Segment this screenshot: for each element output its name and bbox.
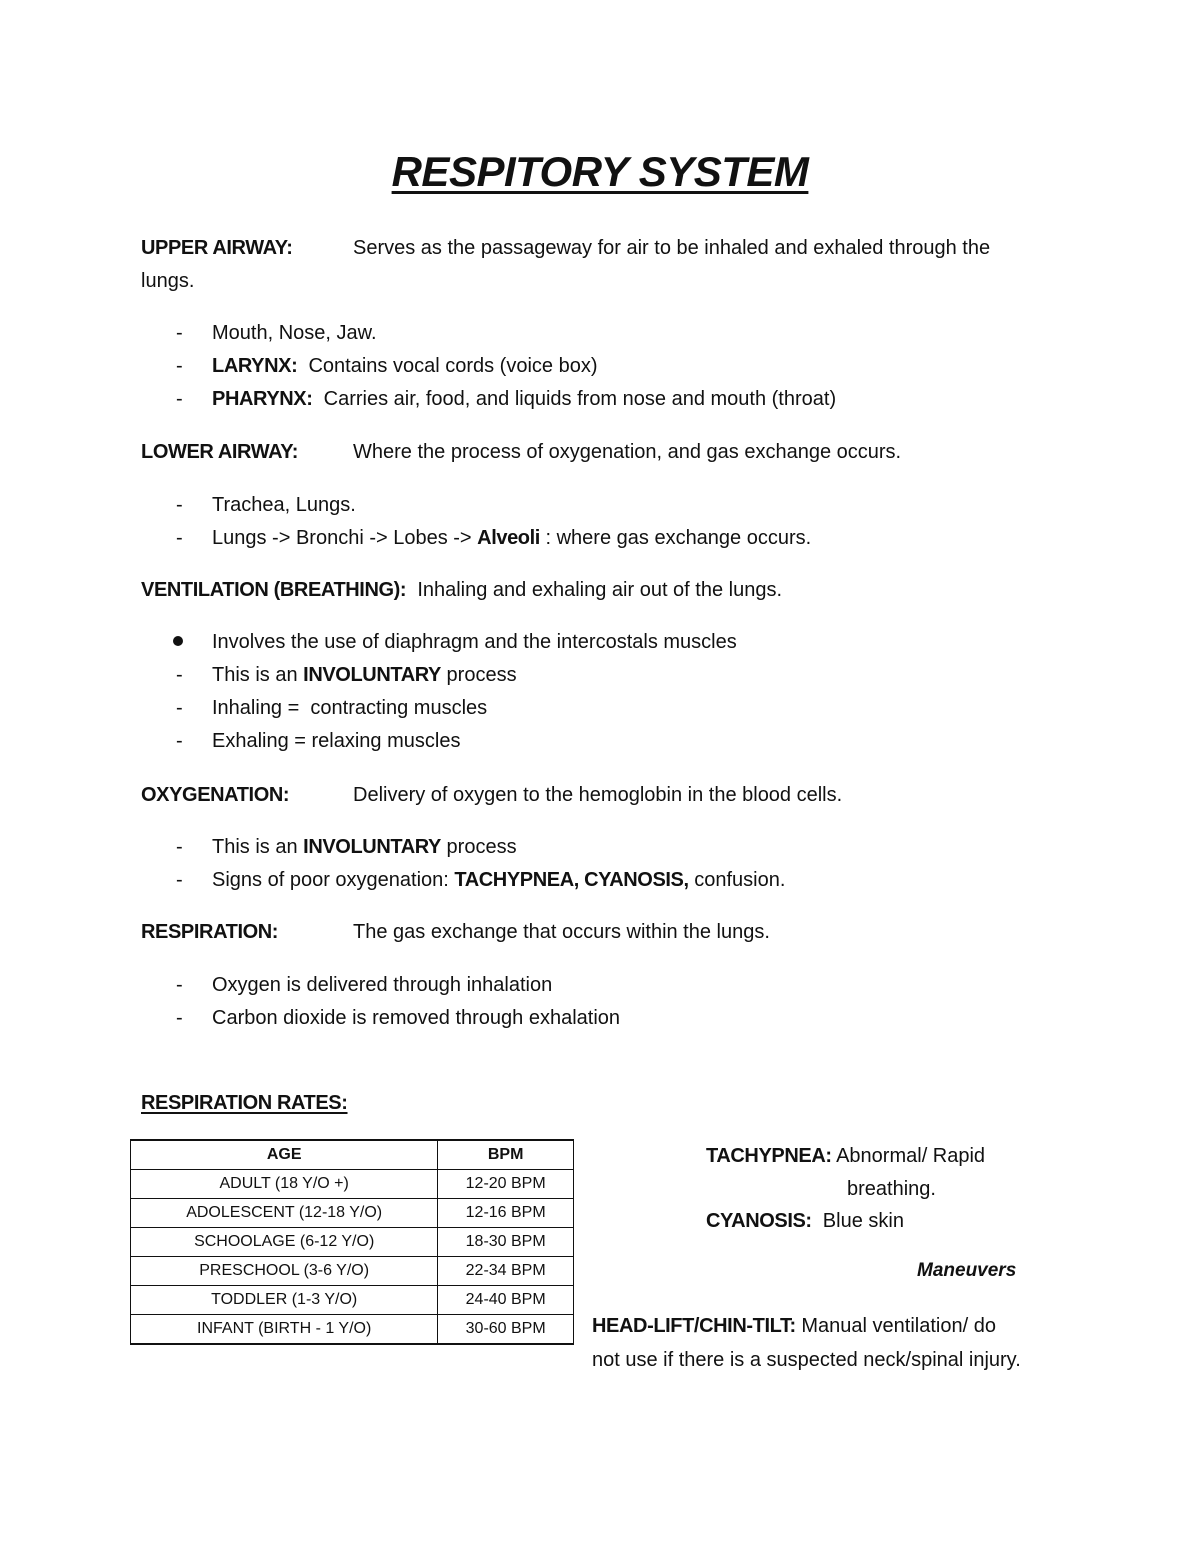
table-row <box>131 1228 574 1257</box>
column-header-bpm: BPM <box>438 1140 574 1170</box>
lower-airway-description: Where the process of oxygenation, and gas exchange occurs. <box>353 441 902 463</box>
list-item: - This is an INVOLUNTARY process <box>176 664 517 686</box>
bullet-icon <box>173 636 183 646</box>
list-item: - This is an INVOLUNTARY process <box>176 836 517 858</box>
column-header-age: AGE <box>131 1140 438 1170</box>
cyanosis-definition: CYANOSIS: Blue skin <box>706 1210 904 1232</box>
lower-airway-label: LOWER AIRWAY: <box>141 441 299 463</box>
maneuvers-heading: Maneuvers <box>917 1260 1017 1281</box>
ventilation-heading: VENTILATION (BREATHING): Inhaling and exhaling air out of the lungs. <box>141 579 783 601</box>
age-cell: SCHOOLAGE (6-12 Y/O) <box>131 1228 438 1257</box>
table-row <box>131 1286 574 1315</box>
respiration-rates-table <box>130 1139 574 1345</box>
list-item: - Exhaling = relaxing muscles <box>176 730 461 752</box>
oxygenation-label: OXYGENATION: <box>141 784 290 806</box>
bpm-cell: 24-40 BPM <box>438 1286 574 1315</box>
tachypnea-definition: TACHYPNEA: Abnormal/ Rapid <box>706 1145 986 1167</box>
head-lift-chin-tilt-definition: HEAD-LIFT/CHIN-TILT: Manual ventilation/ do <box>592 1315 996 1337</box>
bpm-cell: 12-16 BPM <box>438 1199 574 1228</box>
table-header-row <box>131 1140 574 1170</box>
tachypnea-definition-continued: breathing. <box>847 1178 936 1200</box>
age-cell: INFANT (BIRTH - 1 Y/O) <box>131 1315 438 1345</box>
page-title: RESPITORY SYSTEM <box>391 148 809 195</box>
oxygenation-description: Delivery of oxygen to the hemoglobin in the blood cells. <box>353 784 843 806</box>
age-cell: ADOLESCENT (12-18 Y/O) <box>131 1199 438 1228</box>
upper-airway-description-continued: lungs. <box>141 270 195 292</box>
list-item: - Trachea, Lungs. <box>176 494 356 516</box>
bpm-cell: 22-34 BPM <box>438 1257 574 1286</box>
list-item: - Lungs -> Bronchi -> Lobes -> Alveoli : where gas exchange occurs. <box>176 527 812 549</box>
list-item: - PHARYNX: Carries air, food, and liquids from nose and mouth (throat) <box>176 388 837 410</box>
age-cell: TODDLER (1-3 Y/O) <box>131 1286 438 1315</box>
upper-airway-label: UPPER AIRWAY: <box>141 237 293 259</box>
list-item: - Mouth, Nose, Jaw. <box>176 322 377 344</box>
list-item: Involves the use of diaphragm and the intercostals muscles <box>176 629 737 655</box>
list-item: - LARYNX: Contains vocal cords (voice box) <box>176 355 598 377</box>
table-row <box>131 1257 574 1286</box>
list-item: - Inhaling = contracting muscles <box>176 697 488 719</box>
respiration-description: The gas exchange that occurs within the lungs. <box>353 921 770 943</box>
bpm-cell: 12-20 BPM <box>438 1170 574 1199</box>
table-row <box>131 1315 574 1345</box>
respiration-rates-heading: RESPIRATION RATES: <box>141 1092 348 1114</box>
bpm-cell: 18-30 BPM <box>438 1228 574 1257</box>
bpm-cell: 30-60 BPM <box>438 1315 574 1345</box>
list-item: - Oxygen is delivered through inhalation <box>176 974 553 996</box>
age-cell: PRESCHOOL (3-6 Y/O) <box>131 1257 438 1286</box>
table-row <box>131 1199 574 1228</box>
list-item: - Signs of poor oxygenation: TACHYPNEA, CYANOSIS, confusion. <box>176 869 786 891</box>
age-cell: ADULT (18 Y/O +) <box>131 1170 438 1199</box>
list-item: - Carbon dioxide is removed through exhalation <box>176 1007 621 1029</box>
table-row <box>131 1170 574 1199</box>
upper-airway-description: Serves as the passageway for air to be inhaled and exhaled through the <box>353 237 991 259</box>
head-lift-chin-tilt-definition-continued: not use if there is a suspected neck/spinal injury. <box>592 1349 1021 1371</box>
respiration-label: RESPIRATION: <box>141 921 279 943</box>
